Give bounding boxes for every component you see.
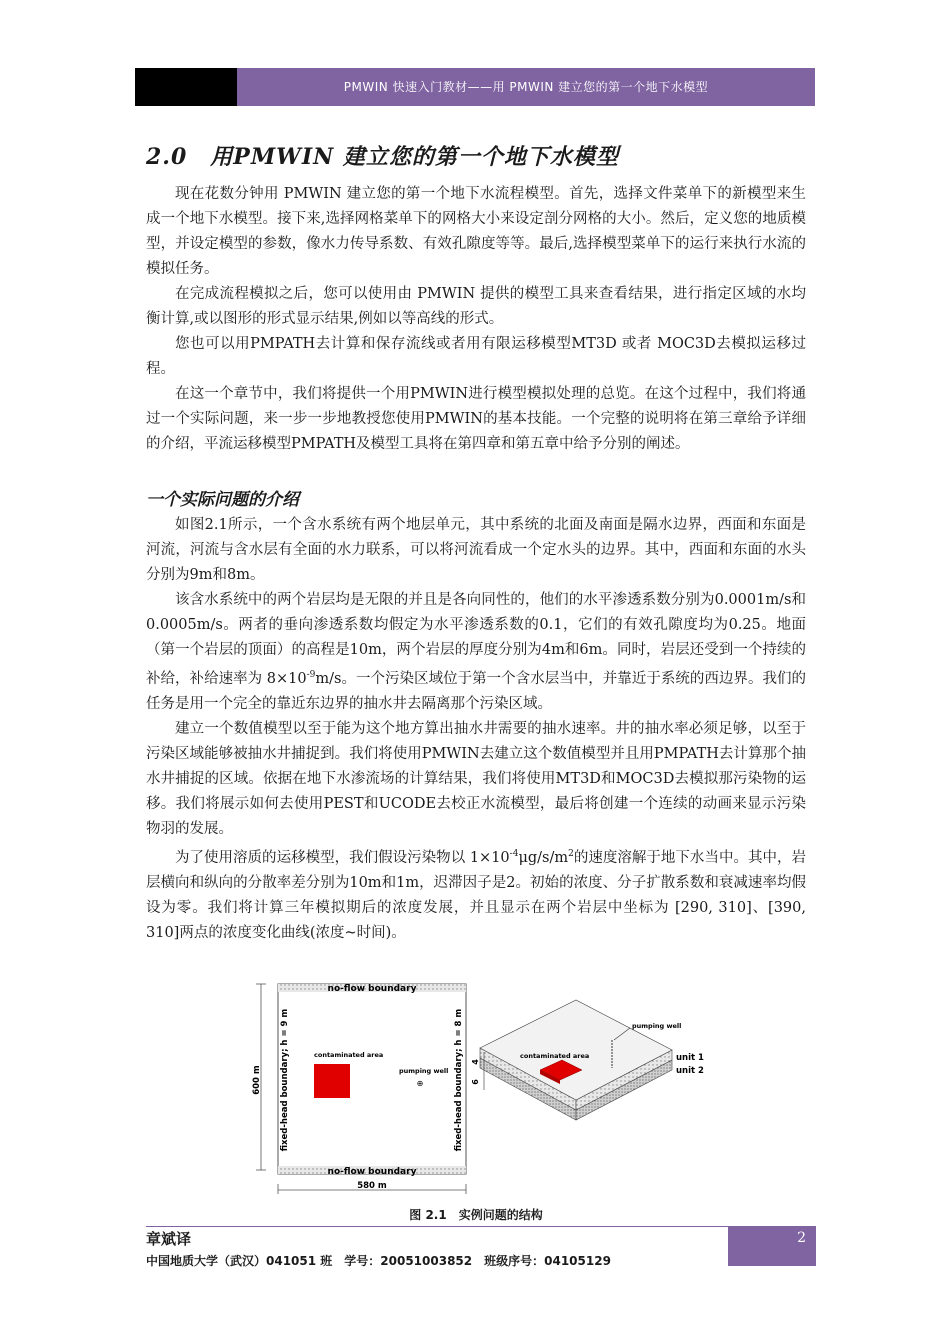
iso-contaminated-label: contaminated area (520, 1052, 590, 1060)
paragraph: 如图2.1所示，一个含水系统有两个地层单元，其中系统的北面及南面是隔水边界，西面和东面是河流，河流与含水层有全面的水力联系，可以将河流看成一个定水头的边界。其中，西面和东面的水头分别为9m和8m。 (146, 517, 806, 583)
top-boundary-label: no-flow boundary (327, 984, 417, 994)
section-heading: 一个实际问题的介绍 (146, 490, 299, 510)
footer-divider (146, 1226, 728, 1227)
iso-pumping-well-label: pumping well (632, 1022, 682, 1030)
plan-view-box (278, 984, 466, 1174)
header-black-block (135, 68, 237, 106)
thickness-4-label: 4 (471, 1059, 480, 1065)
page-title: 2.0 用PMWIN 建立您的第一个地下水模型 (146, 144, 619, 170)
left-boundary-label: fixed-head boundary; h = 9 m (280, 1008, 290, 1152)
superscript: -4 (509, 848, 519, 859)
paragraph: 您也可以用PMPATH去计算和保存流线或者用有限运移模型MT3D 或者 MOC3D去模拟运移过程。 (146, 336, 806, 377)
width-label: 580 m (357, 1181, 387, 1191)
paragraph (146, 842, 806, 946)
unit2-label: unit 2 (676, 1066, 704, 1076)
height-label: 600 m (252, 1065, 262, 1095)
superscript: 2 (568, 848, 574, 859)
paragraph: 在这一个章节中，我们将提供一个用PMWIN进行模型模拟处理的总览。在这个过程中，我们将通过一个实际问题，来一步一步地教授您使用PMWIN的基本技能。一个完整的说明将在第三章给予详细的介绍，平流运移模型PMPATH及模型工具将在第四章和第五章中给予分别的阐述。 (146, 386, 806, 452)
pumping-well-label: pumping well (399, 1067, 449, 1075)
paragraph (146, 588, 806, 717)
bottom-boundary-label: no-flow boundary (327, 1167, 417, 1177)
text-run: m/s。一个污染区域位于第一个含水层当中，并靠近于系统的西边界。我们的任务是用一个完全的靠近东边界的抽水井去隔离那个污染区域。 (146, 670, 806, 712)
paragraph: 建立一个数值模型以至于能为这个地方算出抽水井需要的抽水速率。井的抽水率必须足够，以至于污染区域能够被抽水井捕捉到。我们将使用PMWIN去建立这个数值模型并且用PMPATH去计算那个抽水井捕捉的区域。依据在地下水渗流场的计算结果，我们将使用MT3D和MOC3D去模拟那污染物的运移。我们将展示如何去使用PEST和UCODE去校正水流模型，最后将创建一个连续的动画来显示污染物羽的发展。 (146, 720, 806, 837)
footer-translator: 章斌译 (146, 1230, 192, 1248)
figure-caption: 图 2.1 实例问题的结构 (409, 1208, 543, 1222)
header-banner: PMWIN 快速入门教材——用 PMWIN 建立您的第一个地下水模型 (237, 68, 815, 106)
text-run: 该含水系统中的两个岩层均是无限的并且是各向同性的，他们的水平渗透系数分别为0.0001m/s和0.0005m/s。两者的垂向渗透系数均假定为水平渗透系数的0.1，它们的有效孔隙度均为0.25。地面（第一个岩层的顶面）的高程是10m，两个岩层的厚度分别为4m和6m。同时，岩层还受到一个持续的补给，补给速率为 8×10 (146, 592, 806, 687)
contaminated-area (314, 1064, 350, 1098)
paragraph: 在完成流程模拟之后，您可以使用由 PMWIN 提供的模型工具来查看结果，进行指定区域的水均衡计算,或以图形的形式显示结果,例如以等高线的形式。 (146, 286, 806, 327)
text-run: μg/s/m (518, 849, 569, 866)
page-number: 2 (728, 1226, 816, 1266)
right-boundary-label: fixed-head boundary; h = 8 m (454, 1008, 464, 1152)
text-run: 的速度溶解于地下水当中。其中，岩层横向和纵向的分散率差分别为10m和1m，迟滞因子是2。初始的浓度、分子扩散系数和衰减速率均假设为零。我们将计算三年模拟期后的浓度发展，并且显示在两个岩层中坐标为 [290, 310]、[390, 310]两点的浓度变化曲线(浓度~时间)。 (146, 849, 807, 941)
contaminated-area-label: contaminated area (314, 1051, 384, 1059)
body-text (146, 182, 806, 946)
footer-school-info: 中国地质大学（武汉）041051 班 学号：20051003852 班级序号：04105129 (146, 1254, 611, 1268)
unit1-label: unit 1 (676, 1053, 704, 1063)
pumping-well-marker: ⊕ (416, 1079, 424, 1088)
figure-2-1 (252, 980, 722, 1200)
superscript: -9 (306, 670, 316, 680)
text-run: 为了使用溶质的运移模型，我们假设污染物以 1×10 (175, 849, 510, 866)
paragraph: 现在花数分钟用 PMWIN 建立您的第一个地下水流程模型。首先，选择文件菜单下的新模型来生成一个地下水模型。接下来,选择网格菜单下的网格大小来设定剖分网格的大小。然后，定义您的地质模型，并设定模型的参数，像水力传导系数、有效孔隙度等等。最后,选择模型菜单下的运行来执行水流的模拟任务。 (146, 186, 806, 277)
thickness-6-label: 6 (471, 1079, 480, 1085)
